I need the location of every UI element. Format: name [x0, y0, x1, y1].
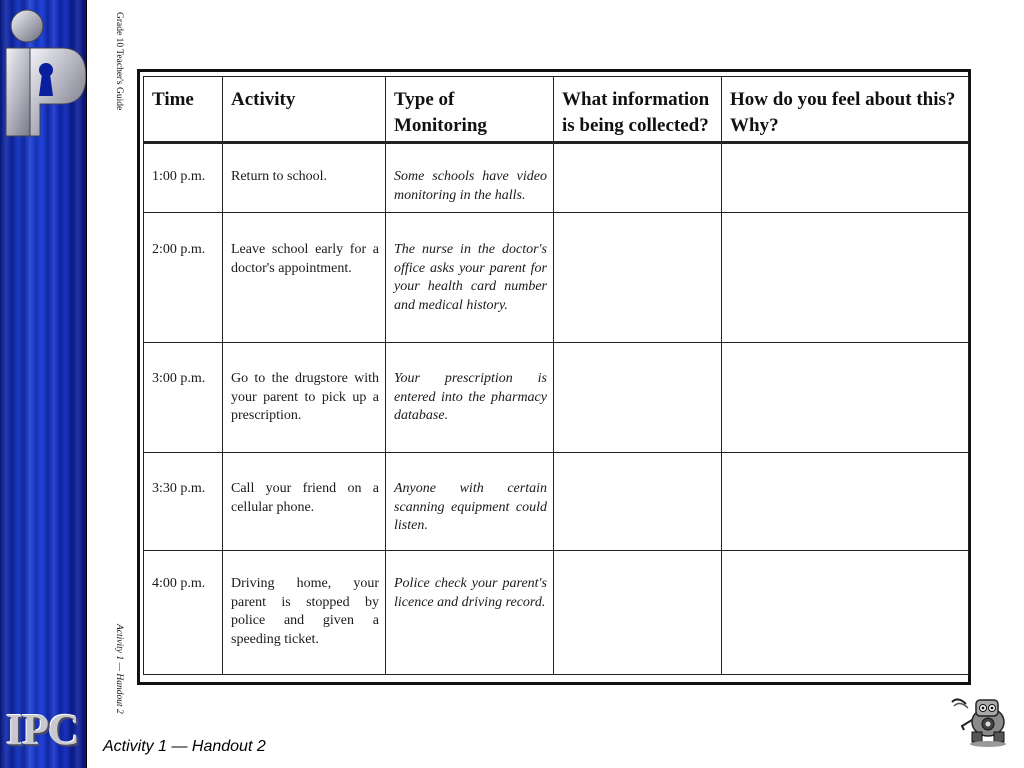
robot-mascot-icon — [950, 692, 1010, 748]
monitoring-cell: Police check your parent's licence and driving record. — [386, 551, 554, 675]
ip-logo-icon — [0, 4, 86, 140]
feeling-cell — [722, 343, 969, 453]
time-cell: 4:00 p.m. — [144, 551, 223, 675]
ipc-logo: IPC — [6, 705, 79, 754]
header-feelings: How do you feel about this? Why? — [722, 77, 969, 143]
activity-cell: Call your friend on a cellular phone. — [223, 453, 386, 551]
time-cell: 3:30 p.m. — [144, 453, 223, 551]
information-cell — [554, 213, 722, 343]
monitoring-table — [143, 76, 969, 675]
guide-side-label: Grade 10 Teacher's Guide — [114, 12, 124, 111]
information-cell — [554, 143, 722, 213]
table-row — [144, 551, 969, 675]
time-cell: 2:00 p.m. — [144, 213, 223, 343]
activity-cell: Return to school. — [223, 143, 386, 213]
monitoring-cell: The nurse in the doctor's office asks your parent for your health card number and medical history. — [386, 213, 554, 343]
monitoring-cell: Some schools have video monitoring in the halls. — [386, 143, 554, 213]
handout-side-label: Activity 1 — Handout 2 — [114, 624, 124, 714]
activity-cell: Driving home, your parent is stopped by police and given a speeding ticket. — [223, 551, 386, 675]
time-cell: 1:00 p.m. — [144, 143, 223, 213]
header-activity: Activity — [223, 77, 386, 143]
sidebar-curtain — [0, 0, 87, 768]
information-cell — [554, 551, 722, 675]
header-time: Time — [144, 77, 223, 143]
footer-caption: Activity 1 — Handout 2 — [103, 738, 266, 755]
activity-cell: Go to the drugstore with your parent to pick up a prescription. — [223, 343, 386, 453]
feeling-cell — [722, 213, 969, 343]
header-information-collected: What information is being collected? — [554, 77, 722, 143]
activity-cell: Leave school early for a doctor's appointment. — [223, 213, 386, 343]
feeling-cell — [722, 453, 969, 551]
table-header-row — [144, 77, 969, 143]
table-row — [144, 143, 969, 213]
feeling-cell — [722, 551, 969, 675]
time-cell: 3:00 p.m. — [144, 343, 223, 453]
table-row — [144, 343, 969, 453]
header-type-of-monitoring: Type of Monitoring — [386, 77, 554, 143]
table-row — [144, 453, 969, 551]
handout-table-frame — [137, 69, 971, 685]
monitoring-cell: Anyone with certain scanning equipment could listen. — [386, 453, 554, 551]
feeling-cell — [722, 143, 969, 213]
table-row — [144, 213, 969, 343]
monitoring-cell: Your prescription is entered into the pharmacy database. — [386, 343, 554, 453]
information-cell — [554, 343, 722, 453]
information-cell — [554, 453, 722, 551]
